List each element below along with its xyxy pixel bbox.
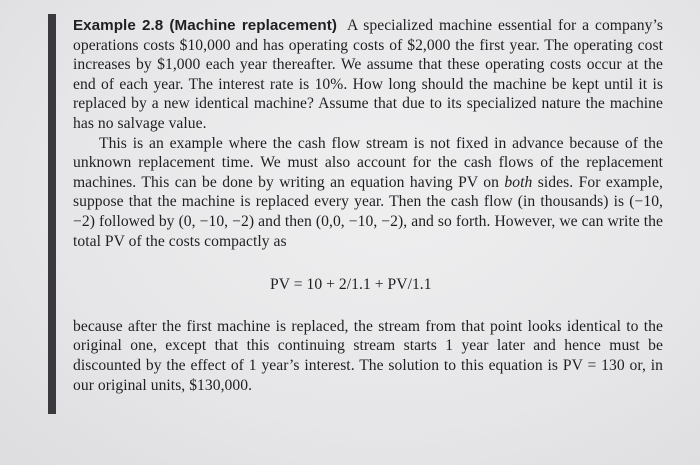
explanation-text-end: sides. For example, suppose that the machine is replaced every year. Then the cash flow (in thousands) is (−10, −2) followed by (0, −10, −2) and then (0,0, −10, −2), and so forth. However, we can write the total PV of the costs compactly as — [73, 173, 663, 250]
explanation-emphasis: both — [504, 173, 533, 191]
explanation-text-start: This is an example where the cash flow stream is not fixed in advance because of the unknown replacement time. We must also account for the cash flows of the replacement machines. This can be done by writing an equation having PV on — [73, 134, 663, 191]
paragraph-explanation — [73, 134, 663, 252]
pv-equation: PV = 10 + 2/1.1 + PV/1.1 — [270, 276, 432, 294]
paragraph-solution — [73, 317, 663, 395]
example-side-bar — [48, 14, 56, 414]
problem-text: A specialized machine essential for a company’s operations costs $10,000 and has operating costs of $2,000 the first year. The operating cost increases by $1,000 each year thereafter. We assume that these operating costs occur at the end of each year. The interest rate is 10%. How long should the machine be kept until it is replaced by a new identical machine? Assume that due to its specialized nature the machine has no salvage value. — [73, 17, 663, 132]
example-title: Example 2.8 (Machine replacement) — [73, 17, 337, 34]
solution-text: because after the first machine is replaced, the stream from that point looks identical to the original one, except that this continuing stream starts 1 year later and hence must be discounted by the effect of 1 year’s interest. The solution to this equation is PV = 130 or, in our original units, $130,000. — [73, 317, 663, 394]
example-content — [73, 16, 663, 395]
paragraph-problem — [73, 16, 663, 134]
